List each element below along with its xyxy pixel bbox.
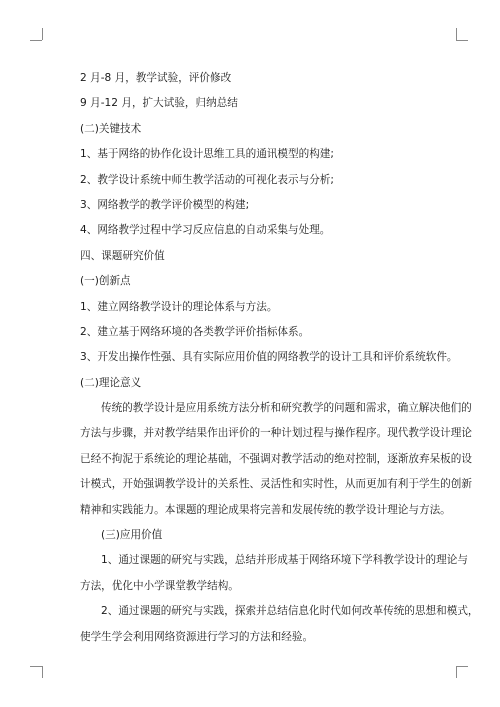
paragraph-line: 2、通过课题的研究与实践，探索并总结信息化时代如何改革传统的思想和模式，	[101, 605, 479, 618]
section-heading: (一)创新点	[80, 275, 131, 288]
paragraph-line: 传统的教学设计是应用系统方法分析和研究教学的问题和需求，确立解决他们的	[101, 402, 472, 415]
section-heading: (二)理论意义	[80, 376, 142, 389]
list-item: 1、建立网络教学设计的理论体系与方法。	[80, 300, 278, 313]
paragraph-line: 1、通过课题的研究与实践，总结并形成基于网络环境下学科教学设计的理论与	[101, 554, 468, 567]
paragraph-line: 方法，优化中小学课堂教学结构。	[80, 579, 239, 592]
paragraph-line: 精神和实践能力。本课题的理论成果将完善和发展传统的教学设计理论与方法。	[80, 503, 451, 516]
paragraph-line: 已经不拘泥于系统论的理论基础，不强调对教学活动的绝对控制，逐渐放弃呆板的设	[80, 452, 472, 465]
list-item: 1、基于网络的协作化设计思维工具的通讯模型的构建;	[80, 148, 334, 161]
section-heading: (三)应用价值	[101, 529, 163, 542]
section-heading: (二)关键技术	[80, 122, 142, 135]
document-body	[80, 66, 479, 650]
paragraph-line: 使学生学会利用网络资源进行学习的方法和经验。	[80, 630, 314, 643]
list-item: 4、网络教学过程中学习反应信息的自动采集与处理。	[80, 224, 331, 237]
chapter-heading: 四、课题研究价值	[80, 249, 165, 262]
paragraph-line: 方法与步骤，并对教学结果作出评价的一种计划过程与操作程序。现代教学设计理论	[80, 427, 472, 440]
schedule-line: 9 月-12 月，扩大试验，归纳总结	[80, 97, 238, 110]
paragraph-line: 计模式，开始强调教学设计的关系性、灵活性和实时性，从而更加有利于学生的创新	[80, 478, 472, 491]
list-item: 3、网络教学的教学评价模型的构建;	[80, 198, 250, 211]
list-item: 2、建立基于网络环境的各类教学评价指标体系。	[80, 325, 310, 338]
schedule-line: 2 月-8 月，教学试验，评价修改	[80, 72, 232, 84]
list-item: 3、开发出操作性强、具有实际应用价值的网络教学的设计工具和评价系统软件。	[80, 351, 458, 364]
list-item: 2、教学设计系统中师生教学活动的可视化表示与分析;	[80, 173, 334, 186]
